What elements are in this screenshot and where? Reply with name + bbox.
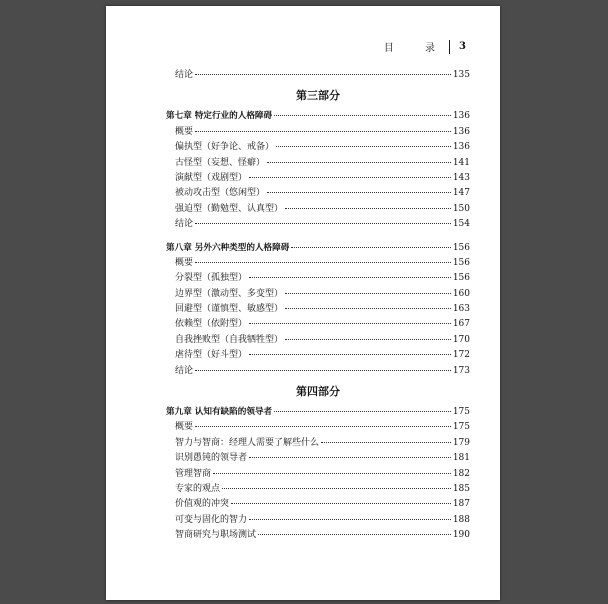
toc-entry-title: 概要 [175,257,194,268]
leader-dots [213,472,451,474]
toc-entry-title: 回避型（谨慎型、敏感型） [175,304,284,315]
leader-dots [267,191,451,193]
toc-chapter-title: 第九章 认知有缺陷的领导者 [166,407,273,418]
toc-entry-page: 156 [452,257,470,268]
leader-dots [195,130,451,132]
toc-entry-title: 强迫型（勤勉型、认真型） [175,203,284,214]
running-head-divider [449,40,450,54]
leader-dots [291,246,451,248]
toc-chapter-title: 第八章 另外六种类型的人格障碍 [166,242,290,253]
toc-entry[interactable] [166,302,470,317]
leader-dots [195,425,451,427]
toc-entry-page: 185 [452,483,470,494]
leader-dots [249,518,451,520]
toc-entry-title: 分裂型（孤独型） [175,273,248,284]
toc-entry-title: 虐待型（好斗型） [175,350,248,361]
toc-entry[interactable] [166,68,470,83]
leader-dots [276,145,451,147]
leader-dots [285,338,451,340]
toc-entry-title: 概要 [175,126,194,137]
leader-dots [195,73,451,75]
leader-dots [249,456,451,458]
leader-dots [231,502,451,504]
document-page [106,6,500,600]
toc-entry-page: 170 [452,334,470,345]
toc-entry-title: 古怪型（妄想、怪癖） [175,157,266,168]
toc-entry-title: 结论 [175,70,194,80]
leader-dots [195,369,451,371]
toc-entry-page: 173 [452,365,470,376]
toc-entry-page: 172 [452,350,470,361]
toc-entry-title: 价值观的冲突 [175,499,230,510]
toc-chapter-page: 156 [452,242,470,253]
toc-entry-title: 偏执型（好争论、戒备） [175,142,275,153]
toc-entry-page: 160 [452,288,470,299]
toc-entry[interactable] [166,333,470,348]
page-number: 3 [459,41,466,52]
toc-entry-title: 被动攻击型（悠闲型） [175,188,266,199]
toc-entry[interactable] [166,140,470,155]
toc-entry[interactable] [166,125,470,140]
leader-dots [258,533,451,535]
toc-entry-title: 管理智商 [175,468,212,479]
running-head-title: 目 录 [383,43,450,54]
toc-chapter-page: 175 [452,407,470,418]
leader-dots [195,261,451,263]
leader-dots [274,114,451,116]
toc-entry[interactable] [166,217,470,232]
table-of-contents [166,68,470,544]
leader-dots [285,307,451,309]
toc-entry-page: 167 [452,319,470,330]
toc-entry-title: 智商研究与职场测试 [175,530,257,541]
toc-entry[interactable] [166,467,470,482]
toc-entry-title: 智力与智商：经理人需要了解些什么 [175,437,320,448]
part-heading: 第四部分 [296,385,340,399]
toc-entry[interactable] [166,364,470,379]
toc-entry-page: 141 [452,157,470,168]
leader-dots [249,176,451,178]
toc-entry-page: 175 [452,422,470,433]
toc-entry-page: 187 [452,499,470,510]
toc-entry-title: 依赖型（依附型） [175,319,248,330]
toc-entry-page: 136 [452,142,470,153]
toc-entry[interactable] [166,287,470,302]
toc-chapter[interactable] [166,109,470,124]
toc-entry-page: 147 [452,188,470,199]
toc-entry[interactable] [166,256,470,271]
leader-dots [195,222,451,224]
toc-entry[interactable] [166,317,470,332]
toc-entry-title: 识别愚钝的领导者 [175,453,248,464]
part-heading: 第三部分 [296,89,340,103]
leader-dots [285,292,451,294]
toc-entry-page: 190 [452,530,470,541]
toc-entry[interactable] [166,202,470,217]
leader-dots [274,410,451,412]
leader-dots [249,353,451,355]
toc-entry-page: 156 [452,273,470,284]
toc-entry[interactable] [166,156,470,171]
leader-dots [321,441,451,443]
toc-entry-page: 143 [452,172,470,183]
toc-chapter-page: 136 [452,111,470,122]
toc-entry-page: 163 [452,304,470,315]
toc-entry-title: 演献型（戏剧型） [175,172,248,183]
running-head [384,39,466,54]
toc-entry[interactable] [166,436,470,451]
toc-entry-title: 结论 [175,365,194,376]
toc-entry[interactable] [166,271,470,286]
leader-dots [285,207,451,209]
toc-entry-page: 150 [452,203,470,214]
toc-entry[interactable] [166,420,470,435]
toc-entry-page: 136 [452,126,470,137]
toc-entry[interactable] [166,451,470,466]
toc-entry-page: 179 [452,437,470,448]
toc-entry-page: 135 [452,70,470,80]
leader-dots [249,276,451,278]
toc-entry[interactable] [166,348,470,363]
leader-dots [249,322,451,324]
toc-chapter[interactable] [166,405,470,420]
toc-entry-title: 边界型（激动型、多变型） [175,288,284,299]
toc-entry[interactable] [166,186,470,201]
toc-entry-title: 专家的观点 [175,483,221,494]
toc-entry[interactable] [166,171,470,186]
toc-entry-title: 概要 [175,422,194,433]
toc-entry[interactable] [166,497,470,512]
toc-entry[interactable] [166,528,470,543]
toc-entry-page: 182 [452,468,470,479]
toc-entry-title: 可变与固化的智力 [175,514,248,525]
leader-dots [267,161,451,163]
toc-chapter[interactable] [166,241,470,256]
toc-entry-title: 结论 [175,219,194,230]
toc-entry[interactable] [166,513,470,528]
toc-entry-title: 自我挫败型（自我牺牲型） [175,334,284,345]
toc-entry[interactable] [166,482,470,497]
toc-entry-page: 181 [452,453,470,464]
toc-entry-page: 154 [452,219,470,230]
toc-entry-page: 188 [452,514,470,525]
leader-dots [222,487,451,489]
toc-chapter-title: 第七章 特定行业的人格障碍 [166,111,273,122]
